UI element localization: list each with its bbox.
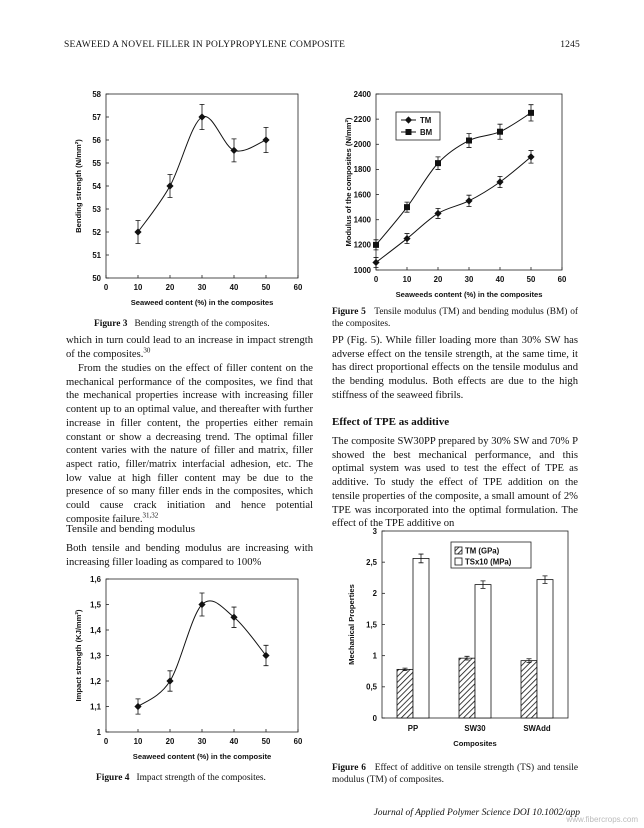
y-tick-label: 1,5: [366, 620, 377, 630]
x-category-label: PP: [407, 724, 419, 733]
y-tick-label: 1,3: [90, 651, 101, 661]
y-tick-label: 55: [92, 158, 101, 168]
left-paragraph-2: [66, 362, 313, 526]
y-tick-label: 2200: [353, 114, 371, 124]
right-paragraph-2: The composite SW30PP prepared by 30% SW and 70% P showed the best mechanical performance, and this optimal system was used to test the effect of TPE as additive. To study the effect of TPE addition on the tensile properties of the composite, a small amount of 2% TPE was incorporated into the optimal formulation. The effect of the TPE additive on: [332, 436, 578, 530]
right-paragraph-1: PP (Fig. 5). While filler loading more than 30% SW has adverse effect on the tensile strength, at the same time, it has direct proportional effects on the tensile modulus and the bending modulus. Both effects are due to the high stiffness of the seaweed fibrils.: [332, 335, 578, 401]
figure-3-bending-strength-chart: [70, 86, 310, 312]
x-tick-label: 0: [373, 275, 379, 284]
y-axis-label: Bending strength (N/mm²): [74, 139, 83, 233]
y-tick-label: 57: [92, 112, 101, 122]
y-tick-label: 54: [92, 181, 101, 191]
y-tick-label: 50: [92, 273, 101, 283]
data-point: [373, 242, 379, 248]
bar: [397, 669, 413, 718]
y-axis-label: Impact strength (KJ/mm²): [74, 609, 83, 702]
data-point: [434, 210, 441, 217]
data-point: [497, 129, 503, 135]
legend-swatch: [455, 558, 462, 565]
left-paragraph-2-text: From the studies on the effect of filler content on the mechanical performance of the composites, we find that the mechanical properties increase with increasing filler content up to an optimal value, and thereafter with further increase in filler content, the properties either remain constant or show a decreasing trend. The optimal filler content varies with the nature of filler and matrix, filler aspect ratio, filler/matrix interfacial adhesion, etc. The low value at high filler content may be due to the presence of so many filler ends in the composites, which could cause crack initiation and hence potential composite failure.: [66, 363, 313, 525]
y-tick-label: 1: [96, 727, 101, 737]
y-tick-label: 1800: [353, 165, 371, 175]
figure-3-caption-text: Bending strength of the composites.: [134, 319, 270, 329]
bar: [537, 580, 553, 718]
x-tick-label: 50: [261, 737, 271, 746]
legend-label: TSx10 (MPa): [465, 557, 512, 567]
y-tick-label: 1600: [353, 190, 371, 200]
figure-3-caption: [94, 318, 314, 330]
x-axis-label: Seaweeds content (%) in the composites: [395, 290, 543, 299]
legend-label: BM: [420, 128, 433, 137]
x-tick-label: 30: [197, 737, 207, 746]
y-tick-label: 0: [372, 713, 377, 723]
y-tick-label: 1000: [353, 265, 371, 275]
x-axis-label: Seaweed content (%) in the composites: [130, 298, 274, 307]
y-tick-label: 1400: [353, 215, 371, 225]
x-tick-label: 10: [402, 275, 412, 284]
data-point: [496, 178, 503, 185]
x-tick-label: 20: [433, 275, 443, 284]
y-tick-label: 58: [92, 89, 101, 99]
figure-5-caption-text: Tensile modulus (TM) and bending modulus (BM) of the composites.: [332, 307, 579, 329]
legend-swatch: [455, 547, 462, 554]
bar: [413, 558, 429, 718]
legend-label: TM: [420, 116, 432, 125]
x-tick-label: 0: [103, 283, 109, 292]
left-paragraph-2-ref: 31,32: [142, 511, 159, 520]
figure-4-caption-text: Impact strength of the composites.: [136, 773, 266, 783]
data-point: [465, 197, 472, 204]
x-tick-label: 0: [103, 737, 109, 746]
figure-6-caption: [332, 762, 578, 786]
data-point: [466, 138, 472, 144]
series-line: [138, 601, 266, 707]
legend-marker: [406, 129, 412, 135]
series-line: [138, 116, 266, 232]
y-tick-label: 1,4: [90, 625, 101, 635]
y-tick-label: 1,5: [90, 600, 101, 610]
running-header-title: SEAWEED A NOVEL FILLER IN POLYPROPYLENE COMPOSITE: [64, 40, 346, 50]
y-tick-label: 0,5: [366, 682, 377, 692]
data-point: [404, 204, 410, 210]
data-point: [134, 703, 141, 710]
y-tick-label: 1,6: [90, 574, 101, 584]
x-tick-label: 10: [133, 283, 143, 292]
figure-5-caption-label: Figure 5: [332, 307, 366, 317]
section-heading-tpe-additive: Effect of TPE as additive: [332, 416, 450, 428]
y-tick-label: 2,5: [366, 557, 377, 567]
y-tick-label: 1,1: [90, 702, 101, 712]
y-axis-label: Mechanical Properties: [347, 584, 356, 665]
x-category-label: SWAdd: [523, 724, 551, 733]
legend-box: [396, 112, 440, 140]
x-tick-label: 30: [197, 283, 207, 292]
page-number: 1245: [560, 40, 580, 50]
data-point: [230, 147, 237, 154]
data-point: [166, 182, 173, 189]
x-tick-label: 30: [464, 275, 474, 284]
series-line: [376, 157, 531, 263]
figure-6-caption-text: Effect of additive on tensile strength (TS) and tensile modulus (TM) of composites.: [332, 763, 578, 785]
figure-5-modulus-chart: [340, 86, 580, 298]
left-paragraph-1-ref: 30: [143, 346, 151, 355]
x-tick-label: 50: [526, 275, 536, 284]
bar: [475, 585, 491, 718]
y-tick-label: 52: [92, 227, 101, 237]
journal-footer: Journal of Applied Polymer Science DOI 10.1002/app: [373, 808, 580, 818]
figure-3-caption-label: Figure 3: [94, 319, 128, 329]
data-point: [166, 677, 173, 684]
data-point: [528, 110, 534, 116]
data-point: [262, 136, 269, 143]
x-tick-label: 50: [261, 283, 271, 292]
legend-label: TM (GPa): [465, 546, 500, 556]
x-tick-label: 20: [165, 737, 175, 746]
y-tick-label: 53: [92, 204, 101, 214]
y-tick-label: 1,2: [90, 676, 101, 686]
x-tick-label: 40: [229, 283, 239, 292]
section-heading-tensile-bending: Tensile and bending modulus: [66, 523, 196, 535]
x-tick-label: 60: [293, 737, 303, 746]
figure-4-caption: [96, 772, 316, 784]
x-tick-label: 40: [495, 275, 505, 284]
y-tick-label: 56: [92, 135, 101, 145]
x-tick-label: 60: [293, 283, 303, 292]
y-tick-label: 3: [372, 526, 377, 536]
data-point: [134, 228, 141, 235]
y-tick-label: 2: [372, 589, 377, 599]
x-tick-label: 20: [165, 283, 175, 292]
figure-5-caption: [332, 306, 578, 330]
x-tick-label: 40: [229, 737, 239, 746]
figure-6-additive-bar-chart: [340, 524, 580, 756]
y-tick-label: 51: [92, 250, 101, 260]
left-paragraph-1-text: which in turn could lead to an increase in impact strength of the composites.: [66, 335, 313, 360]
figure-4-caption-label: Figure 4: [96, 773, 130, 783]
left-paragraph-3: Both tensile and bending modulus are increasing with increasing filler loading as compared to 100%: [66, 543, 313, 568]
y-tick-label: 2000: [353, 140, 371, 150]
figure-4-impact-strength-chart: [70, 572, 310, 768]
bar: [459, 658, 475, 718]
x-axis-label: Composites: [453, 739, 497, 748]
x-tick-label: 10: [133, 737, 143, 746]
y-axis-label: Modulus of the composites (N/mm²): [344, 117, 353, 247]
data-point: [435, 160, 441, 166]
x-category-label: SW30: [464, 724, 486, 733]
watermark: www.fibercrops.com: [566, 815, 638, 824]
figure-6-caption-label: Figure 6: [332, 763, 366, 773]
y-tick-label: 1: [372, 651, 377, 661]
left-paragraph-1: [66, 334, 313, 361]
bar: [521, 661, 537, 718]
y-tick-label: 1200: [353, 240, 371, 250]
x-axis-label: Seaweed content (%) in the composite: [132, 752, 272, 761]
y-tick-label: 2400: [353, 89, 371, 99]
x-tick-label: 60: [557, 275, 567, 284]
